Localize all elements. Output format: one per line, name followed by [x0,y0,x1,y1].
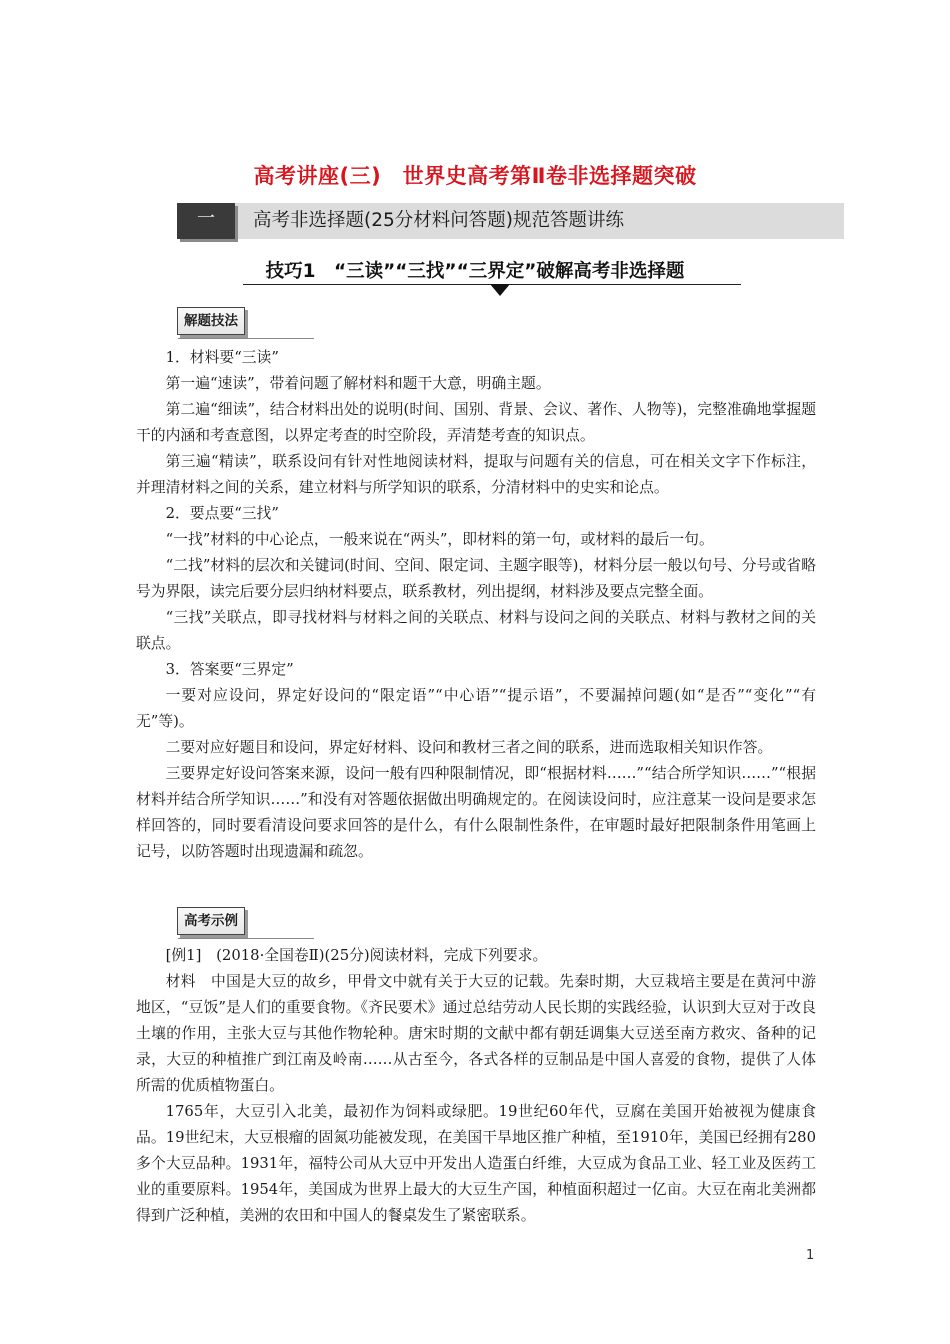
method-paragraph: 第三遍“精读”，联系设问有针对性地阅读材料，提取与问题有关的信息，可在相关文字下作标注，并理清材料之间的关系，建立材料与所学知识的联系，分清材料中的史实和论点。 [136,453,816,496]
method-paragraph: “三找”关联点，即寻找材料与材料之间的关联点、材料与设问之间的关联点、材料与教材之间的关联点。 [136,609,816,652]
method-paragraph: 一要对应设问，界定好设问的“限定语”“中心语”“提示语”，不要漏掉问题(如“是否”“变化”“有无”等)。 [136,687,816,730]
example-paragraph: 1765年，大豆引入北美，最初作为饲料或绿肥。19世纪60年代，豆腐在美国开始被视为健康食品。19世纪末，大豆根瘤的固氮功能被发现，在美国干旱地区推广种植，至1910年，美国已经拥有280多个大豆品种。1931年，福特公司从大豆中开发出人造蛋白纤维，大豆成为食品工业、轻工业及医药工业的重要原料。1954年，美国成为世界上最大的大豆生产国，种植面积超过一亿亩。大豆在南北美洲都得到广泛种植，美洲的农田和中国人的餐桌发生了紧密联系。 [136,1103,816,1224]
label-exam-example: 高考示例 [177,907,245,935]
method-paragraph: 三要界定好设问答案来源，设问一般有四种限制情况，即“根据材料……”“结合所学知识……”“根据材料并结合所学知识……”和没有对答题依据做出明确规定的。在阅读设问时，应注意某一设问是要求怎样回答的，同时要看清设问要求回答的是什么，有什么限制性条件，在审题时最好把限制条件用笔画上记号，以防答题时出现遗漏和疏忽。 [136,765,816,860]
method-section [136,345,816,865]
lecture-title: 高考讲座(三) 世界史高考第Ⅱ卷非选择题突破 [253,164,697,188]
method-paragraph: 3．答案要“三界定” [165,661,294,678]
method-paragraph: 2．要点要“三找” [165,505,279,522]
example-section [136,943,816,1229]
down-triangle-icon [490,284,510,296]
method-paragraph: 第一遍“速读”，带着问题了解材料和题干大意，明确主题。 [165,375,551,392]
section-header [177,203,844,239]
page-number: 1 [806,1248,815,1263]
method-paragraph: “一找”材料的中心论点，一般来说在“两头”，即材料的第一句，或材料的最后一句。 [165,531,714,548]
technique-title: 技巧1 “三读”“三找”“三界定”破解高考非选择题 [265,261,685,282]
method-paragraph: 二要对应好题目和设问，界定好材料、设问和教材三者之间的联系，进而选取相关知识作答。 [165,739,773,756]
label-solving-method: 解题技法 [177,307,245,335]
method-paragraph: 1．材料要“三读” [165,349,279,366]
example-paragraph: 材料 中国是大豆的故乡，甲骨文中就有关于大豆的记载。先秦时期，大豆栽培主要是在黄河中游地区，“豆饭”是人们的重要食物。《齐民要术》通过总结劳动人民长期的实践经验，认识到大豆对于改良土壤的作用，主张大豆与其他作物轮种。唐宋时期的文献中都有朝廷调集大豆送至南方救灾、备种的记录，大豆的种植推广到江南及岭南……从古至今，各式各样的豆制品是中国人喜爱的食物，提供了人体所需的优质植物蛋白。 [136,973,816,1094]
section-number: 一 [177,203,235,239]
section-title: 高考非选择题(25分材料问答题)规范答题讲练 [253,210,624,231]
method-paragraph: 第二遍“细读”，结合材料出处的说明(时间、国别、背景、会议、著作、人物等)，完整准确地掌握题干的内涵和考查意图，以界定考查的时空阶段，弄清楚考查的知识点。 [136,401,816,444]
method-paragraph: “二找”材料的层次和关键词(时间、空间、限定词、主题字眼等)，材料分层一般以句号、分号或省略号为界限，读完后要分层归纳材料要点，联系教材，列出提纲，材料涉及要点完整全面。 [136,557,816,600]
example-paragraph: [例1] (2018·全国卷Ⅱ)(25分)阅读材料，完成下列要求。 [165,947,548,964]
